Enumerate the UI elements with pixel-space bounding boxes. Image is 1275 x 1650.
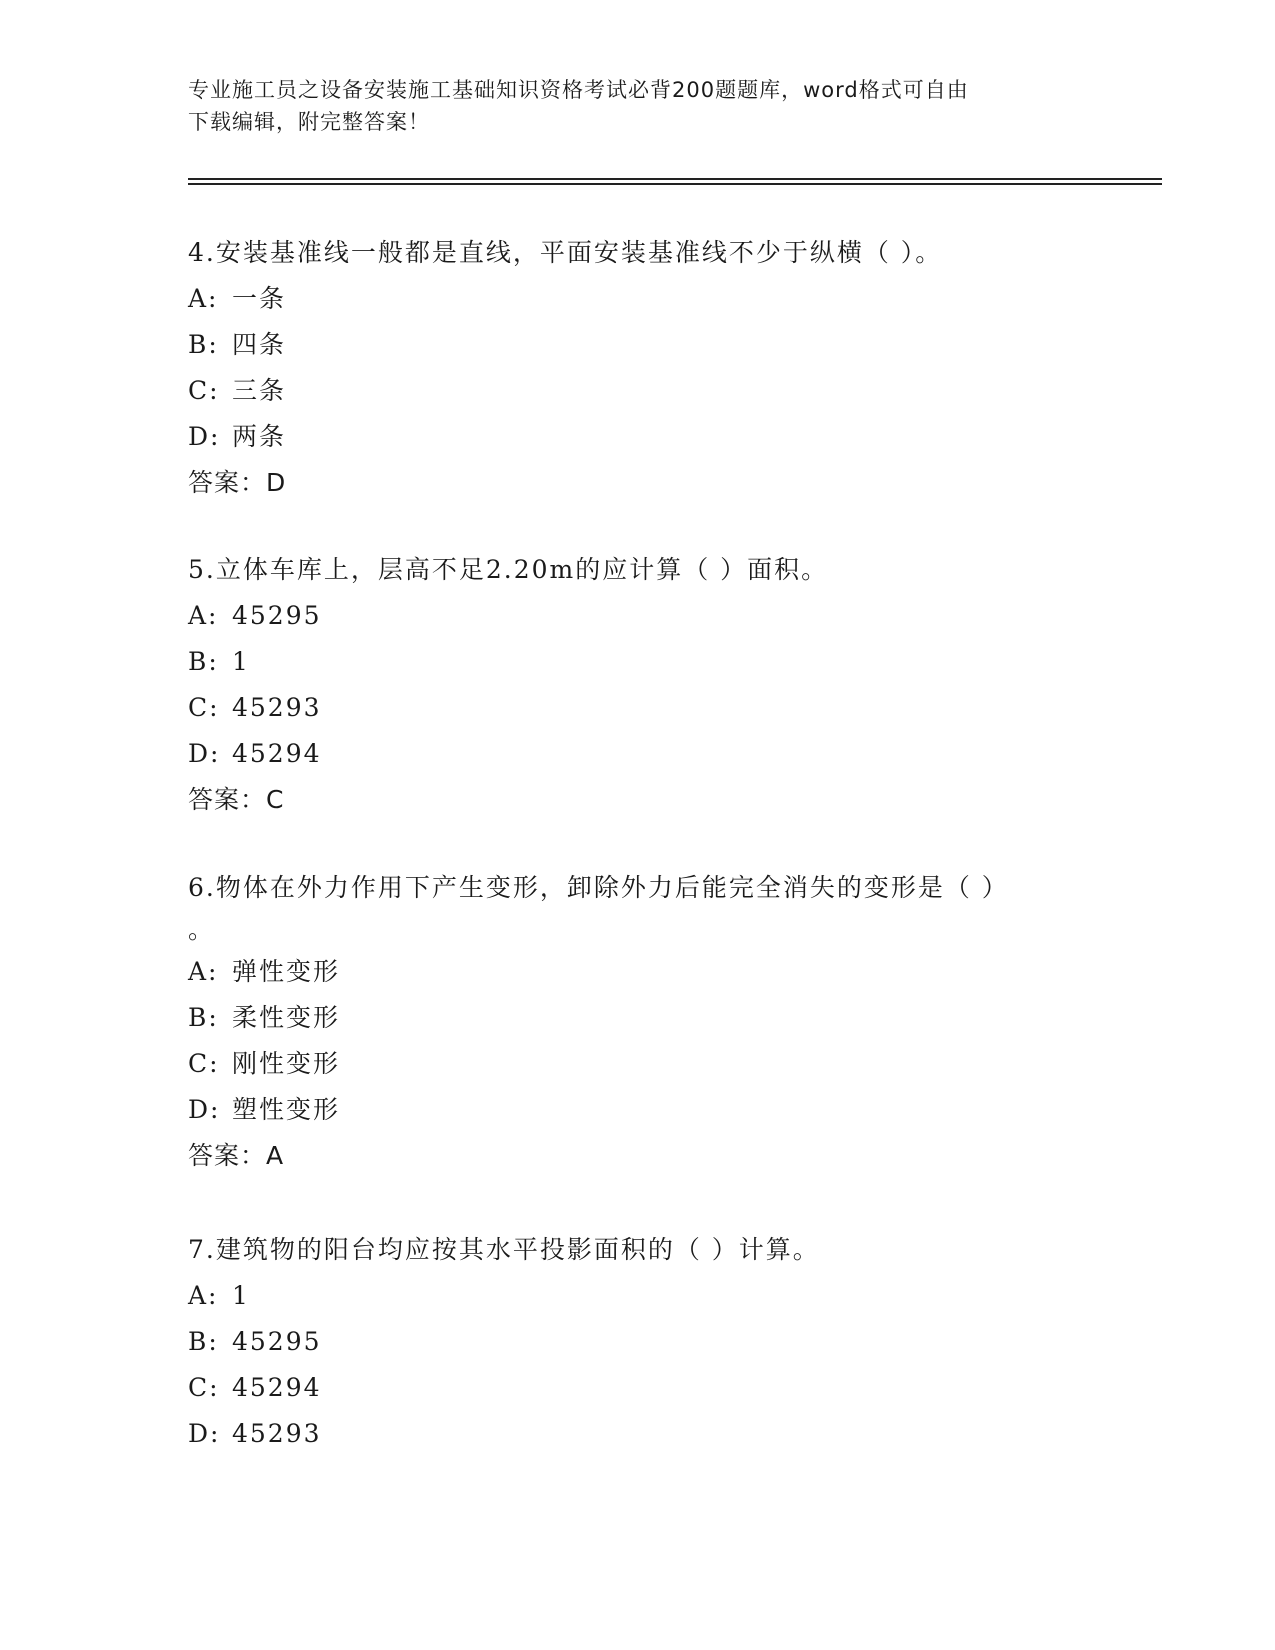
option-letter: D: <box>188 739 221 768</box>
option-d <box>188 731 1088 777</box>
option-letter: D: <box>188 1419 221 1448</box>
question-stem: 5.立体车库上，层高不足2.20m的应计算（ ）面积。 <box>188 555 829 584</box>
option-text: 45295 <box>232 601 322 630</box>
option-letter: D: <box>188 1095 221 1124</box>
option-text: 刚性变形 <box>232 1049 341 1078</box>
option-letter: A: <box>188 957 219 986</box>
option-letter: B: <box>188 647 219 676</box>
option-d <box>188 414 1088 460</box>
option-c <box>188 1041 1088 1087</box>
option-b <box>188 322 1088 368</box>
option-a <box>188 276 1088 322</box>
option-letter: D: <box>188 422 221 451</box>
option-letter: C: <box>188 376 220 405</box>
option-b <box>188 1319 1088 1365</box>
option-letter: C: <box>188 1373 220 1402</box>
option-letter: A: <box>188 1281 219 1310</box>
option-c <box>188 368 1088 414</box>
question-4 <box>188 229 1088 506</box>
header-line-2: 下载编辑，附完整答案！ <box>188 110 430 134</box>
option-text: 三条 <box>232 376 287 405</box>
document-header <box>188 74 1068 138</box>
question-5 <box>188 546 1088 823</box>
question-6 <box>188 864 1088 1179</box>
question-stem: 4.安装基准线一般都是直线，平面安装基准线不少于纵横（ ）。 <box>188 238 943 267</box>
header-line-1: 专业施工员之设备安装施工基础知识资格考试必背200题题库，word格式可自由 <box>188 78 969 102</box>
option-text: 弹性变形 <box>232 957 341 986</box>
option-a <box>188 949 1088 995</box>
option-b <box>188 639 1088 685</box>
answer-line: 答案：D <box>188 468 287 497</box>
option-letter: B: <box>188 330 219 359</box>
option-text: 45295 <box>232 1327 322 1356</box>
option-b <box>188 995 1088 1041</box>
option-a <box>188 593 1088 639</box>
option-text: 1 <box>232 647 250 676</box>
option-a <box>188 1273 1088 1319</box>
header-divider-top <box>188 178 1162 180</box>
option-text: 45294 <box>232 739 322 768</box>
option-text: 1 <box>232 1281 250 1310</box>
question-stem: 7.建筑物的阳台均应按其水平投影面积的（ ）计算。 <box>188 1235 820 1264</box>
answer-line: 答案：A <box>188 1141 285 1170</box>
question-7 <box>188 1226 1088 1457</box>
option-text: 一条 <box>232 284 287 313</box>
option-text: 柔性变形 <box>232 1003 341 1032</box>
option-letter: B: <box>188 1003 219 1032</box>
option-c <box>188 685 1088 731</box>
option-text: 四条 <box>232 330 287 359</box>
option-c <box>188 1365 1088 1411</box>
option-letter: B: <box>188 1327 219 1356</box>
option-text: 45293 <box>232 1419 322 1448</box>
option-letter: A: <box>188 284 219 313</box>
option-text: 两条 <box>232 422 287 451</box>
header-divider-bottom <box>188 183 1162 185</box>
question-stem-continuation: 。 <box>188 915 216 944</box>
option-d <box>188 1411 1088 1457</box>
answer-line: 答案：C <box>188 785 285 814</box>
option-text: 塑性变形 <box>232 1095 341 1124</box>
option-letter: A: <box>188 601 219 630</box>
option-letter: C: <box>188 1049 220 1078</box>
option-d <box>188 1087 1088 1133</box>
question-stem: 6.物体在外力作用下产生变形，卸除外力后能完全消失的变形是（ ） <box>188 873 1009 902</box>
option-text: 45294 <box>232 1373 322 1402</box>
option-text: 45293 <box>232 693 322 722</box>
option-letter: C: <box>188 693 220 722</box>
